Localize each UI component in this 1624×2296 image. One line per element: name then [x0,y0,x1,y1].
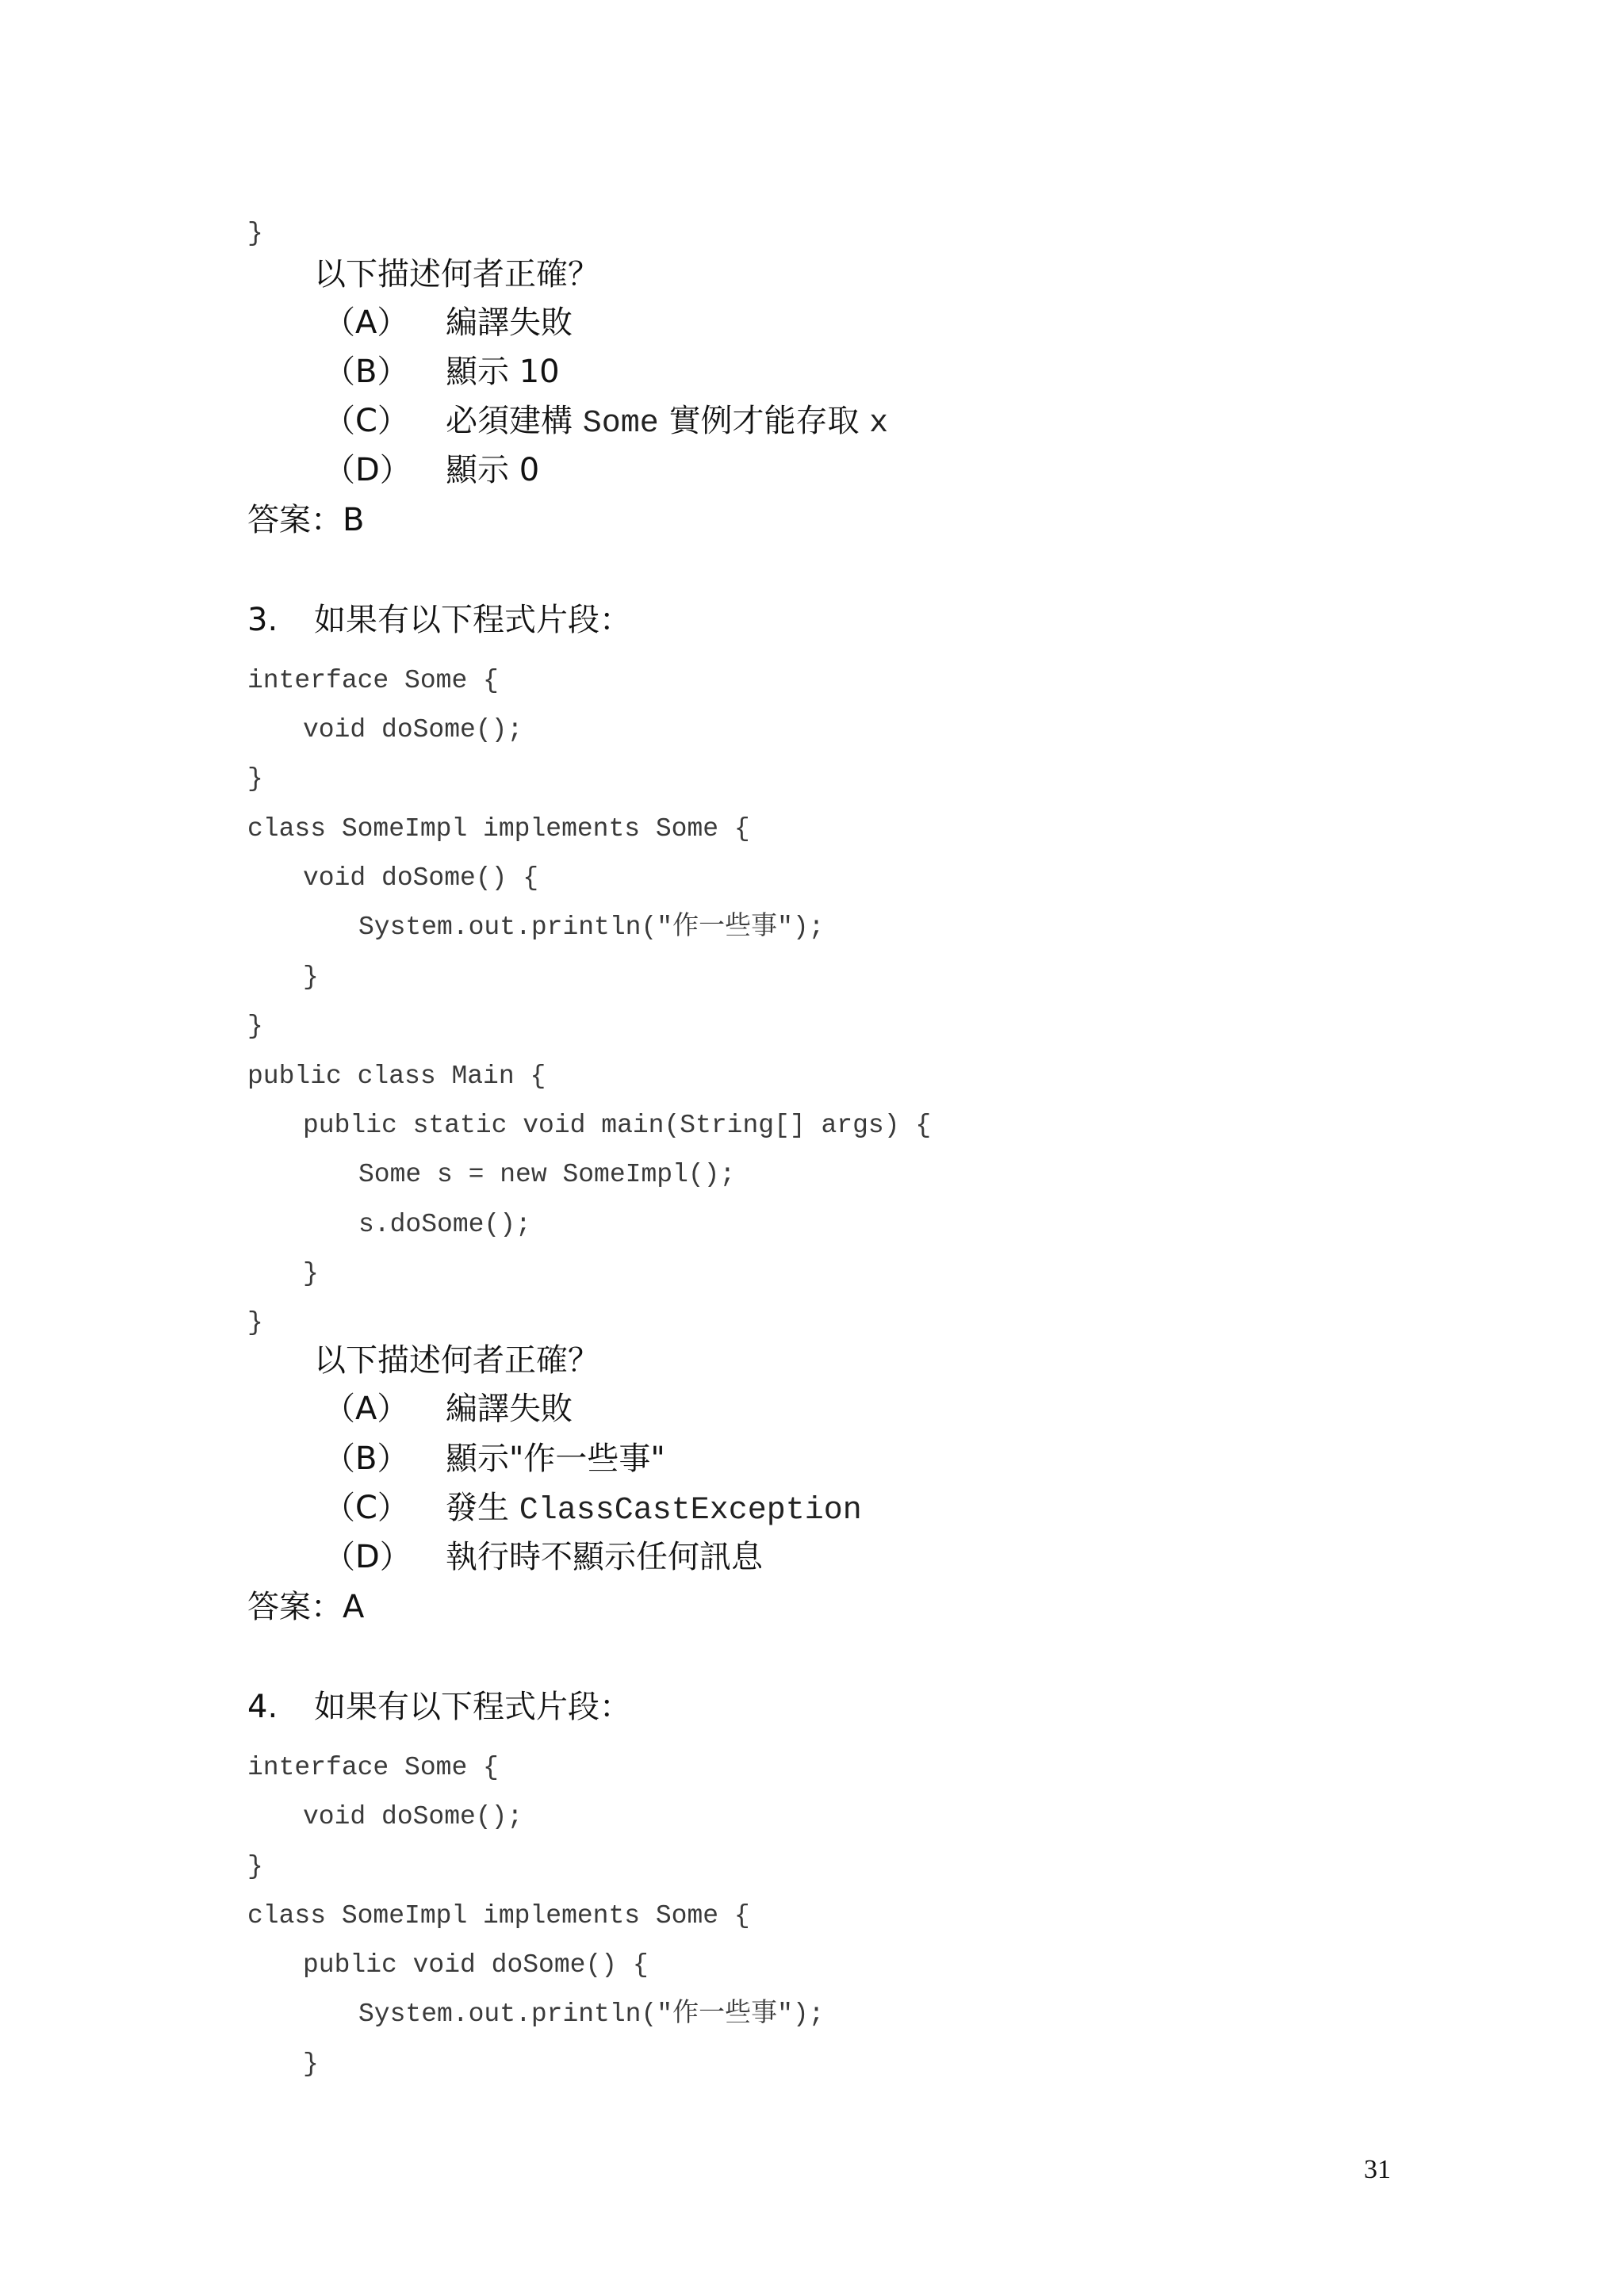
code-line: System.out.println("作一些事"); [358,913,825,942]
option-text-d: 顯示 0 [446,452,540,488]
option-letter-a: （A） [324,1391,409,1427]
code-line: s.doSome(); [358,1210,531,1239]
option-letter-c: （C） [324,1490,409,1526]
code-line: } [303,962,319,992]
question-title-3: 如果有以下程式片段： [314,602,631,638]
option-text-a: 編譯失敗 [446,1391,573,1427]
question-number-4: 4. [247,1689,278,1725]
question-title-4: 如果有以下程式片段： [314,1689,631,1725]
page-number: 31 [1364,2155,1391,2184]
code-line: void doSome(); [303,1802,523,1831]
code-line: public class Main { [247,1062,546,1091]
option-letter-c: （C） [324,403,409,439]
code-line: interface Some { [247,666,499,695]
code-line: } [247,219,263,248]
question-prompt: 以下描述何者正確？ [314,256,599,293]
code-line: } [303,1259,319,1288]
option-letter-d: （D） [324,452,412,488]
option-text-a: 編譯失敗 [446,304,573,341]
option-text-b: 顯示 10 [446,354,560,390]
code-line: interface Some { [247,1753,499,1782]
option-text-b: 顯示"作一些事" [446,1441,665,1477]
option-text-c [446,1492,862,1527]
code-line: } [247,1012,263,1041]
code-line: } [247,764,263,794]
code-line: Some s = new SomeImpl(); [358,1160,736,1189]
option-letter-d: （D） [324,1539,412,1575]
option-text-c-pre: 發生 [446,1490,519,1526]
code-line: } [247,1852,263,1881]
option-letter-b: （B） [324,354,409,390]
code-line: } [247,1308,263,1337]
option-text-c-code: ClassCastException [519,1493,862,1529]
code-line: void doSome() { [303,863,539,893]
answer-line: 答案：B [247,502,365,538]
code-line: void doSome(); [303,715,523,744]
option-text-c-mid: 實例才能存取 [658,403,870,439]
code-line: public void doSome() { [303,1950,649,1980]
option-text-c-code1: Some [582,406,659,442]
option-letter-a: （A） [324,304,409,341]
question-number-3: 3. [247,602,278,638]
option-text-d: 執行時不顯示任何訊息 [446,1539,763,1575]
code-line: public static void main(String[] args) { [303,1111,932,1140]
answer-line: 答案：A [247,1589,365,1625]
code-line: class SomeImpl implements Some { [247,1901,750,1931]
option-text-c-pre: 必須建構 [446,403,583,439]
code-line: } [303,2049,319,2079]
code-line: class SomeImpl implements Some { [247,814,750,844]
option-letter-b: （B） [324,1441,409,1477]
option-text-c-code2: x [869,406,889,442]
code-line: System.out.println("作一些事"); [358,1999,825,2029]
option-text-c [446,405,888,440]
question-prompt: 以下描述何者正確？ [314,1342,599,1379]
